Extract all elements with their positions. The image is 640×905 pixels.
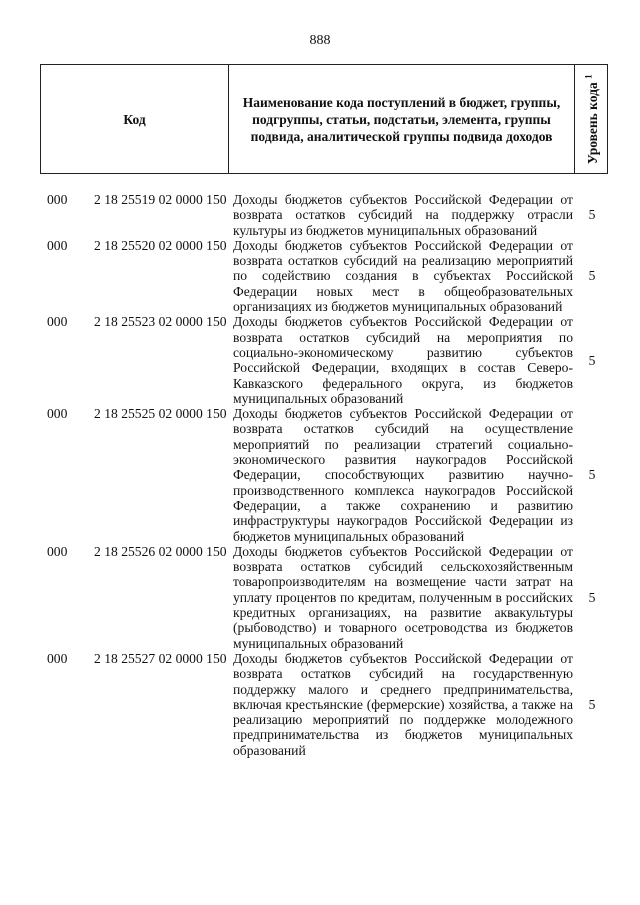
header-code: Код (41, 65, 229, 173)
row-code: 2 18 25519 02 0000 150 (94, 192, 227, 207)
table-row (0, 544, 640, 651)
table-header (40, 64, 608, 174)
row-code: 2 18 25526 02 0000 150 (94, 543, 227, 559)
row-code: 2 18 25523 02 0000 150 (94, 314, 227, 330)
row-level: 5 (588, 207, 596, 223)
row-level: 5 (588, 696, 596, 712)
row-level: 5 (588, 589, 596, 605)
table-row (0, 651, 640, 758)
table-row (0, 238, 640, 314)
row-description: Доходы бюджетов субъектов Российской Федерации от возврата остатков субсидий на мероприятия по социально-экономическому развитию субъектов Российской Федерации, входящих в состав Северо-Кавказского федерального округа, из бюджетов муниципальных образований (233, 314, 573, 406)
header-level-footnote: 1 (583, 74, 594, 79)
row-code: 2 18 25525 02 0000 150 (94, 406, 227, 422)
row-description: Доходы бюджетов субъектов Российской Федерации от возврата остатков субсидий на государственную поддержку малого и среднего предпринимательства, включая крестьянские (фермерские) хозяйства, а также на реализацию мероприятий по поддержке молодежного предпринимательства из бюджетов муниципальных образований (233, 650, 573, 758)
row-code: 2 18 25527 02 0000 150 (94, 650, 227, 666)
page-number: 888 (309, 33, 331, 48)
row-admin-code: 000 (47, 314, 68, 330)
row-description: Доходы бюджетов субъектов Российской Федерации от возврата остатков субсидий сельскохозяйственным товаропроизводителям на возмещение части затрат на уплату процентов по кредитам, полученным в российских кредитных организациях, на развитие аквакультуры (рыбоводство) и товарного осетроводства из бюджетов муниципальных образований (233, 543, 573, 651)
row-admin-code: 000 (47, 192, 68, 207)
row-admin-code: 000 (47, 237, 68, 253)
table-row (0, 314, 640, 406)
row-code: 2 18 25520 02 0000 150 (94, 237, 227, 253)
row-level: 5 (588, 352, 596, 368)
header-name: Наименование кода поступлений в бюджет, группы, подгруппы, статьи, подстатьи, элемента, группы подвида, аналитической группы подвида доходов (229, 65, 575, 173)
row-level: 5 (588, 268, 596, 284)
table-row (0, 406, 640, 544)
header-level (575, 65, 607, 173)
row-level: 5 (588, 467, 596, 483)
row-admin-code: 000 (47, 406, 68, 422)
header-level-label: Уровень кода $^1$ (583, 74, 601, 164)
row-admin-code: 000 (47, 650, 68, 666)
row-admin-code: 000 (47, 543, 68, 559)
row-description: Доходы бюджетов субъектов Российской Федерации от возврата остатков субсидий на поддержку отрасли культуры из бюджетов муниципальных образований (233, 192, 573, 238)
row-description: Доходы бюджетов субъектов Российской Федерации от возврата остатков субсидий на осуществление мероприятий по реализации стратегий социально-экономического развития наукоградов Российской Федерации, способствующих развитию научно-производственного комплекса наукоградов Российской Федерации, а также сохранению и развитию инфраструктуры наукоградов Российской Федерации из бюджетов муниципальных образований (233, 406, 573, 544)
row-description: Доходы бюджетов субъектов Российской Федерации от возврата остатков субсидий на реализацию мероприятий по содействию создания в субъектах Российской Федерации новых мест в общеобразовательных организациях из бюджетов муниципальных образований (233, 237, 573, 315)
table-row (0, 192, 640, 238)
table-body (0, 192, 640, 758)
